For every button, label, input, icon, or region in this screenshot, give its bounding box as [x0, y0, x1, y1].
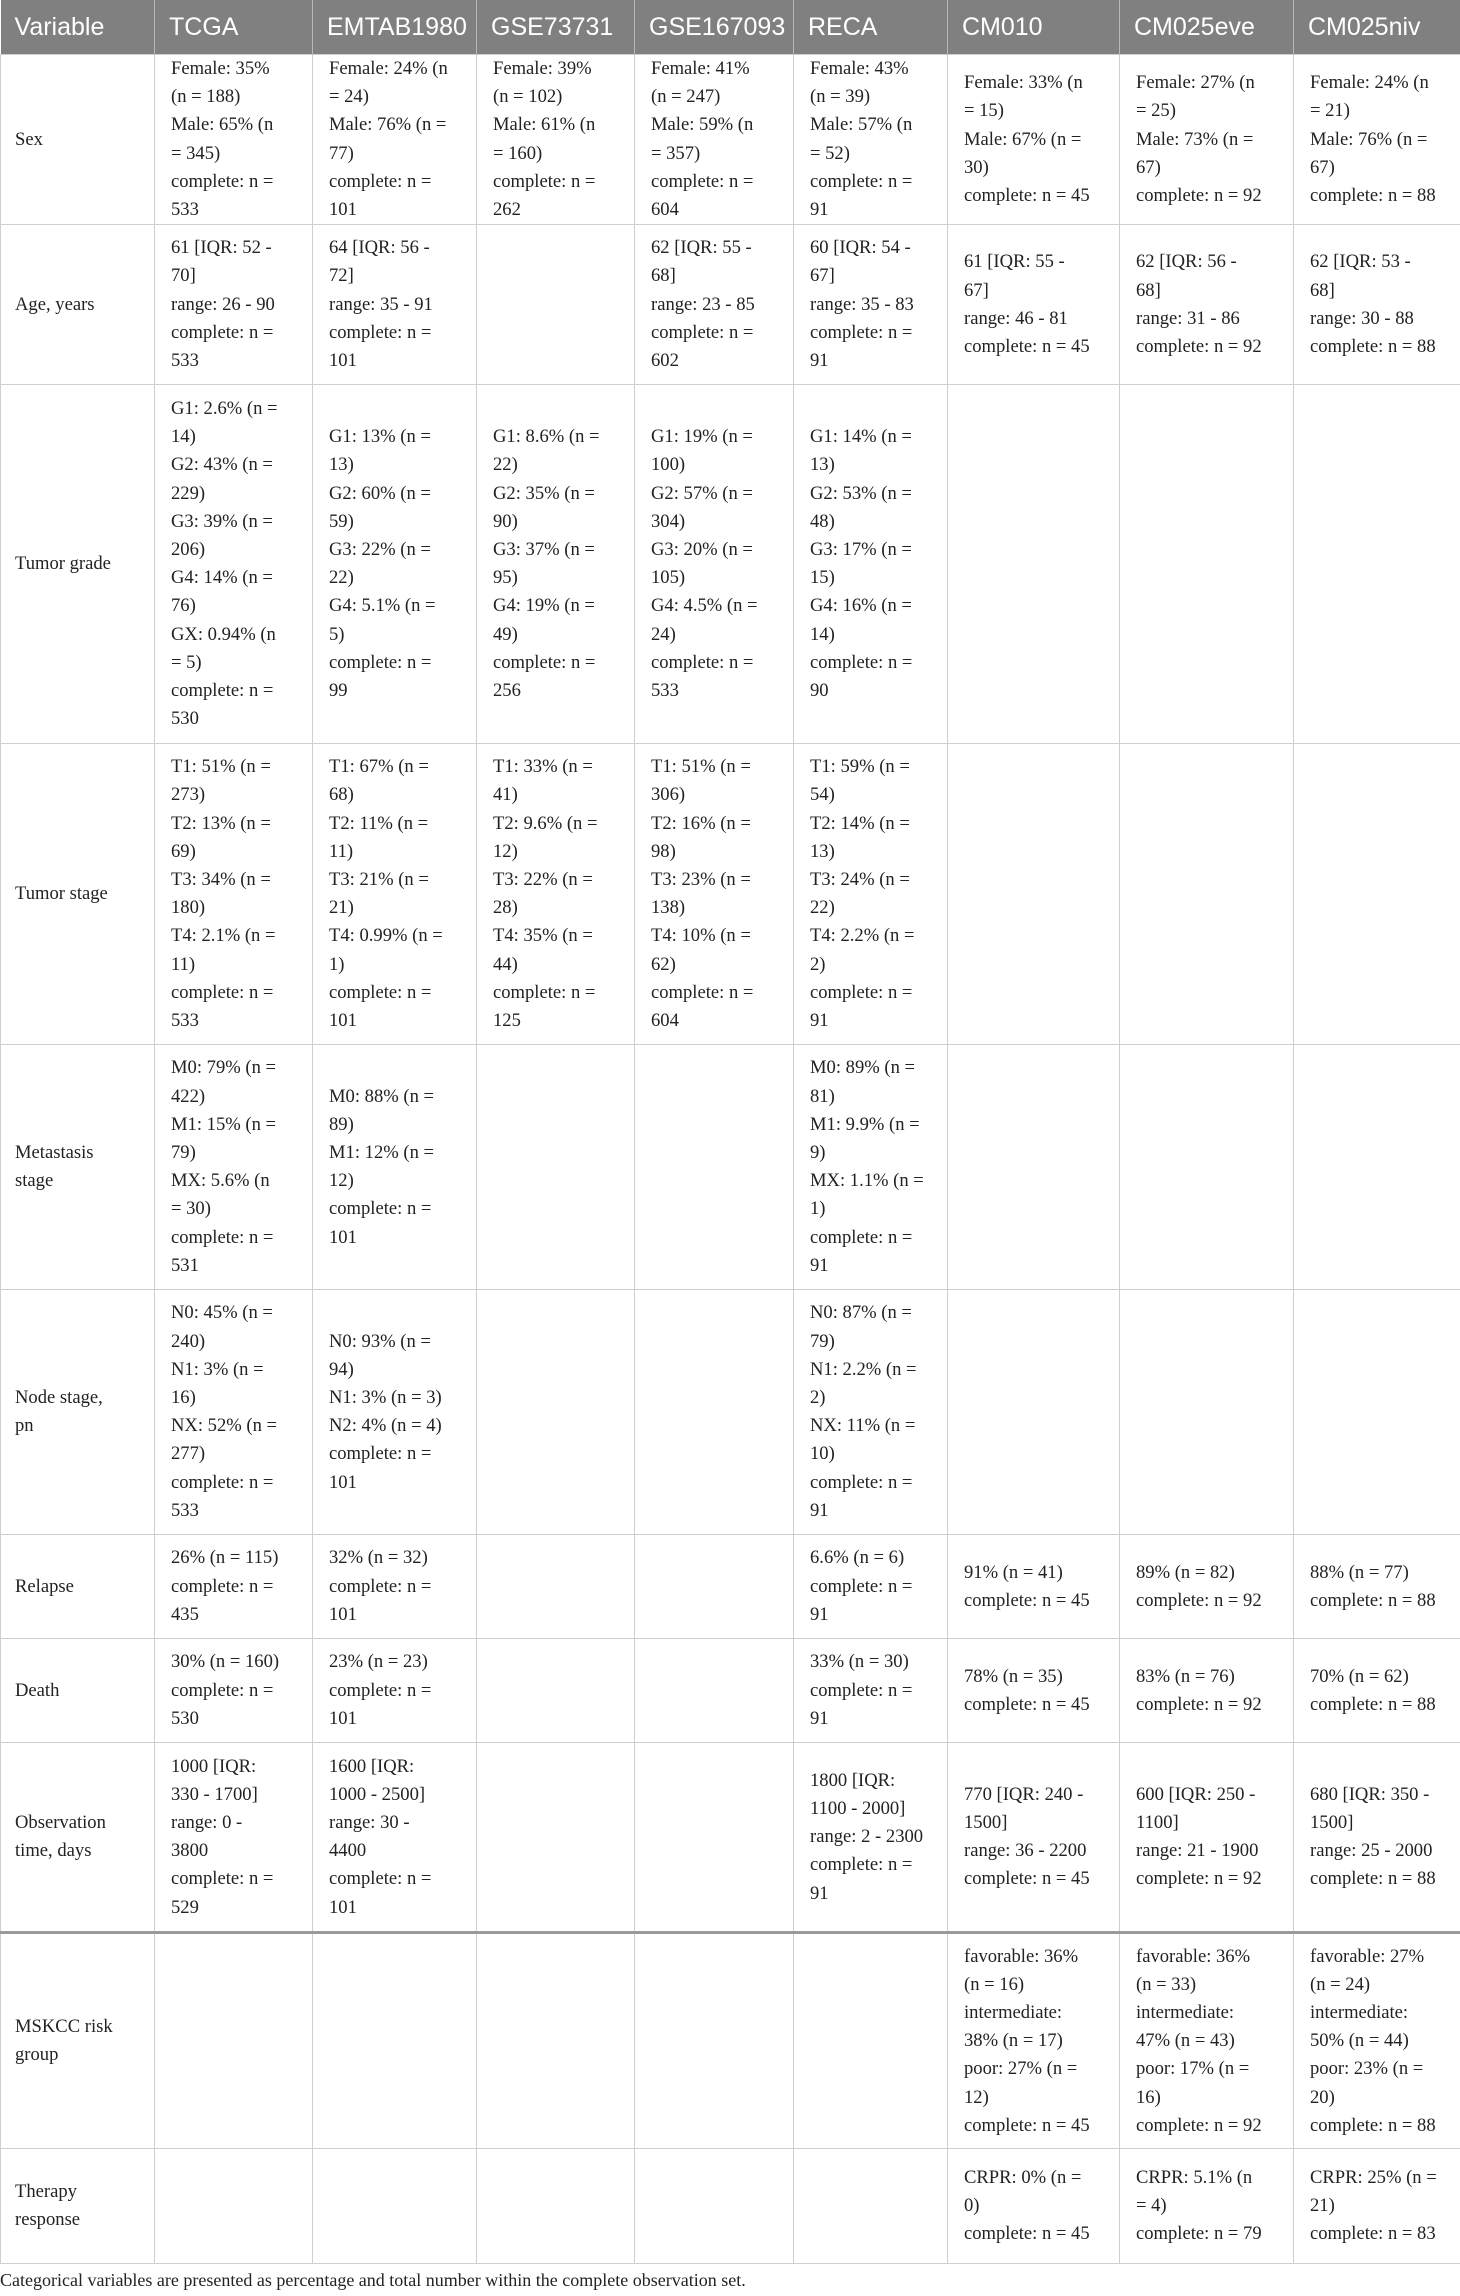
table-cell: 70% (n = 62) complete: n = 88 — [1294, 1639, 1460, 1743]
table-cell — [1294, 385, 1460, 744]
table-cell: 60 [IQR: 54 - 67] range: 35 - 83 complete: n = 91 — [794, 225, 948, 385]
table-cell: M0: 89% (n = 81) M1: 9.9% (n = 9) MX: 1.1% (n = 1) complete: n = 91 — [794, 1045, 948, 1290]
table-cell: 1600 [IQR: 1000 - 2500] range: 30 - 4400 complete: n = 101 — [313, 1743, 477, 1933]
table-cell: 61 [IQR: 52 - 70] range: 26 - 90 complete: n = 533 — [155, 225, 313, 385]
row-label: Node stage, pn — [1, 1290, 155, 1535]
table-cell — [635, 1743, 794, 1933]
table-cell: Female: 24% (n = 21) Male: 76% (n = 67) complete: n = 88 — [1294, 55, 1460, 225]
table-cell: T1: 51% (n = 273) T2: 13% (n = 69) T3: 34% (n = 180) T4: 2.1% (n = 11) complete: n = 533 — [155, 744, 313, 1045]
table-row — [1, 1743, 1460, 1933]
row-label: MSKCC risk group — [1, 1933, 155, 2149]
table-cell — [948, 1045, 1120, 1290]
col-header-cm025eve: CM025eve — [1120, 0, 1294, 55]
table-cell — [313, 2149, 477, 2264]
table-row — [1, 2149, 1460, 2264]
table-row — [1, 1639, 1460, 1743]
table-cell: Female: 24% (n = 24) Male: 76% (n = 77) complete: n = 101 — [313, 55, 477, 225]
row-label: Sex — [1, 55, 155, 225]
table-cell — [477, 1045, 635, 1290]
table-row — [1, 55, 1460, 225]
table-cell: Female: 41% (n = 247) Male: 59% (n = 357) complete: n = 604 — [635, 55, 794, 225]
table-cell — [477, 1933, 635, 2149]
table-footnote: Categorical variables are presented as percentage and total number within the complete observation set. — [0, 2270, 746, 2290]
table-cell — [477, 1535, 635, 1639]
table-cell: Female: 35% (n = 188) Male: 65% (n = 345) complete: n = 533 — [155, 55, 313, 225]
table-cell: favorable: 36% (n = 33) intermediate: 47% (n = 43) poor: 17% (n = 16) complete: n = 92 — [1120, 1933, 1294, 2149]
table-cell: 62 [IQR: 56 - 68] range: 31 - 86 complete: n = 92 — [1120, 225, 1294, 385]
table-cell — [948, 385, 1120, 744]
table-cell — [794, 2149, 948, 2264]
table-cell: 30% (n = 160) complete: n = 530 — [155, 1639, 313, 1743]
table-row — [1, 744, 1460, 1045]
row-label: Relapse — [1, 1535, 155, 1639]
table-cell — [635, 1933, 794, 2149]
col-header-emtab1980: EMTAB1980 — [313, 0, 477, 55]
table-cell: G1: 14% (n = 13) G2: 53% (n = 48) G3: 17% (n = 15) G4: 16% (n = 14) complete: n = 90 — [794, 385, 948, 744]
table-cell: 26% (n = 115) complete: n = 435 — [155, 1535, 313, 1639]
table-cell: favorable: 36% (n = 16) intermediate: 38% (n = 17) poor: 27% (n = 12) complete: n = 45 — [948, 1933, 1120, 2149]
table-cell: 6.6% (n = 6) complete: n = 91 — [794, 1535, 948, 1639]
col-header-gse73731: GSE73731 — [477, 0, 635, 55]
table-cell — [477, 225, 635, 385]
table-cell — [794, 1933, 948, 2149]
table-cell — [1120, 1290, 1294, 1535]
header-row — [1, 0, 1460, 55]
col-header-cm010: CM010 — [948, 0, 1120, 55]
table-cell: 770 [IQR: 240 - 1500] range: 36 - 2200 complete: n = 45 — [948, 1743, 1120, 1933]
table-cell: T1: 33% (n = 41) T2: 9.6% (n = 12) T3: 22% (n = 28) T4: 35% (n = 44) complete: n = 125 — [477, 744, 635, 1045]
table-row — [1, 1045, 1460, 1290]
table-row — [1, 385, 1460, 744]
table-row — [1, 1535, 1460, 1639]
row-label: Age, years — [1, 225, 155, 385]
table-cell: G1: 8.6% (n = 22) G2: 35% (n = 90) G3: 37% (n = 95) G4: 19% (n = 49) complete: n = 256 — [477, 385, 635, 744]
col-header-reca: RECA — [794, 0, 948, 55]
row-label: Tumor stage — [1, 744, 155, 1045]
table-cell: N0: 93% (n = 94) N1: 3% (n = 3) N2: 4% (n = 4) complete: n = 101 — [313, 1290, 477, 1535]
table-cell: G1: 13% (n = 13) G2: 60% (n = 59) G3: 22% (n = 22) G4: 5.1% (n = 5) complete: n = 99 — [313, 385, 477, 744]
table-cell — [948, 1290, 1120, 1535]
col-header-tcga: TCGA — [155, 0, 313, 55]
table-cell: Female: 27% (n = 25) Male: 73% (n = 67) complete: n = 92 — [1120, 55, 1294, 225]
table-cell: 64 [IQR: 56 - 72] range: 35 - 91 complete: n = 101 — [313, 225, 477, 385]
table-cell: 23% (n = 23) complete: n = 101 — [313, 1639, 477, 1743]
table-cell — [948, 744, 1120, 1045]
table-cell: T1: 67% (n = 68) T2: 11% (n = 11) T3: 21% (n = 21) T4: 0.99% (n = 1) complete: n = 101 — [313, 744, 477, 1045]
table-cell — [635, 1535, 794, 1639]
table-cell: T1: 59% (n = 54) T2: 14% (n = 13) T3: 24% (n = 22) T4: 2.2% (n = 2) complete: n = 91 — [794, 744, 948, 1045]
row-label: Observation time, days — [1, 1743, 155, 1933]
row-label: Tumor grade — [1, 385, 155, 744]
col-header-cm025niv: CM025niv — [1294, 0, 1460, 55]
table-cell — [477, 1639, 635, 1743]
row-label: Death — [1, 1639, 155, 1743]
table-cell: 1000 [IQR: 330 - 1700] range: 0 - 3800 complete: n = 529 — [155, 1743, 313, 1933]
table-cell: 91% (n = 41) complete: n = 45 — [948, 1535, 1120, 1639]
table-cell — [1120, 1045, 1294, 1290]
table-cell — [1120, 744, 1294, 1045]
table-cell: Female: 43% (n = 39) Male: 57% (n = 52) complete: n = 91 — [794, 55, 948, 225]
table-cell: 62 [IQR: 55 - 68] range: 23 - 85 complete: n = 602 — [635, 225, 794, 385]
table-cell — [477, 1743, 635, 1933]
table-cell: G1: 19% (n = 100) G2: 57% (n = 304) G3: 20% (n = 105) G4: 4.5% (n = 24) complete: n = 533 — [635, 385, 794, 744]
table-cell: N0: 87% (n = 79) N1: 2.2% (n = 2) NX: 11% (n = 10) complete: n = 91 — [794, 1290, 948, 1535]
row-label: Therapy response — [1, 2149, 155, 2264]
table-cell: 61 [IQR: 55 - 67] range: 46 - 81 complete: n = 45 — [948, 225, 1120, 385]
table-cell: CRPR: 5.1% (n = 4) complete: n = 79 — [1120, 2149, 1294, 2264]
table-cell — [477, 2149, 635, 2264]
table-cell: 1800 [IQR: 1100 - 2000] range: 2 - 2300 complete: n = 91 — [794, 1743, 948, 1933]
table-cell: 89% (n = 82) complete: n = 92 — [1120, 1535, 1294, 1639]
table-cell: M0: 88% (n = 89) M1: 12% (n = 12) complete: n = 101 — [313, 1045, 477, 1290]
table-row — [1, 225, 1460, 385]
table-cell — [313, 1933, 477, 2149]
table-cell — [1294, 1045, 1460, 1290]
table-cell: Female: 39% (n = 102) Male: 61% (n = 160) complete: n = 262 — [477, 55, 635, 225]
table-row — [1, 1933, 1460, 2149]
table-cell: 32% (n = 32) complete: n = 101 — [313, 1535, 477, 1639]
table-cell: 78% (n = 35) complete: n = 45 — [948, 1639, 1120, 1743]
table-cell — [635, 1290, 794, 1535]
table-cell: 600 [IQR: 250 - 1100] range: 21 - 1900 complete: n = 92 — [1120, 1743, 1294, 1933]
table-cell: favorable: 27% (n = 24) intermediate: 50% (n = 44) poor: 23% (n = 20) complete: n = 88 — [1294, 1933, 1460, 2149]
col-header-gse167093: GSE167093 — [635, 0, 794, 55]
table-row — [1, 1290, 1460, 1535]
table-cell — [1120, 385, 1294, 744]
table-cell: G1: 2.6% (n = 14) G2: 43% (n = 229) G3: 39% (n = 206) G4: 14% (n = 76) GX: 0.94% (n = 5) complete: n = 530 — [155, 385, 313, 744]
table-cell: 88% (n = 77) complete: n = 88 — [1294, 1535, 1460, 1639]
table-cell: 680 [IQR: 350 - 1500] range: 25 - 2000 complete: n = 88 — [1294, 1743, 1460, 1933]
table-cell: T1: 51% (n = 306) T2: 16% (n = 98) T3: 23% (n = 138) T4: 10% (n = 62) complete: n = 604 — [635, 744, 794, 1045]
table-cell — [477, 1290, 635, 1535]
table-cell — [155, 2149, 313, 2264]
table-cell: CRPR: 0% (n = 0) complete: n = 45 — [948, 2149, 1120, 2264]
table-cell: N0: 45% (n = 240) N1: 3% (n = 16) NX: 52% (n = 277) complete: n = 533 — [155, 1290, 313, 1535]
table-cell — [635, 2149, 794, 2264]
table-cell — [1294, 1290, 1460, 1535]
table-cell — [1294, 744, 1460, 1045]
col-header-variable: Variable — [1, 0, 155, 55]
table-cell: M0: 79% (n = 422) M1: 15% (n = 79) MX: 5.6% (n = 30) complete: n = 531 — [155, 1045, 313, 1290]
table-cell: Female: 33% (n = 15) Male: 67% (n = 30) complete: n = 45 — [948, 55, 1120, 225]
table-cell — [635, 1045, 794, 1290]
table-cell: 62 [IQR: 53 - 68] range: 30 - 88 complete: n = 88 — [1294, 225, 1460, 385]
table-cell: 33% (n = 30) complete: n = 91 — [794, 1639, 948, 1743]
table-cell — [155, 1933, 313, 2149]
row-label: Metastasis stage — [1, 1045, 155, 1290]
table-cell — [635, 1639, 794, 1743]
table-cell: 83% (n = 76) complete: n = 92 — [1120, 1639, 1294, 1743]
table-cell: CRPR: 25% (n = 21) complete: n = 83 — [1294, 2149, 1460, 2264]
